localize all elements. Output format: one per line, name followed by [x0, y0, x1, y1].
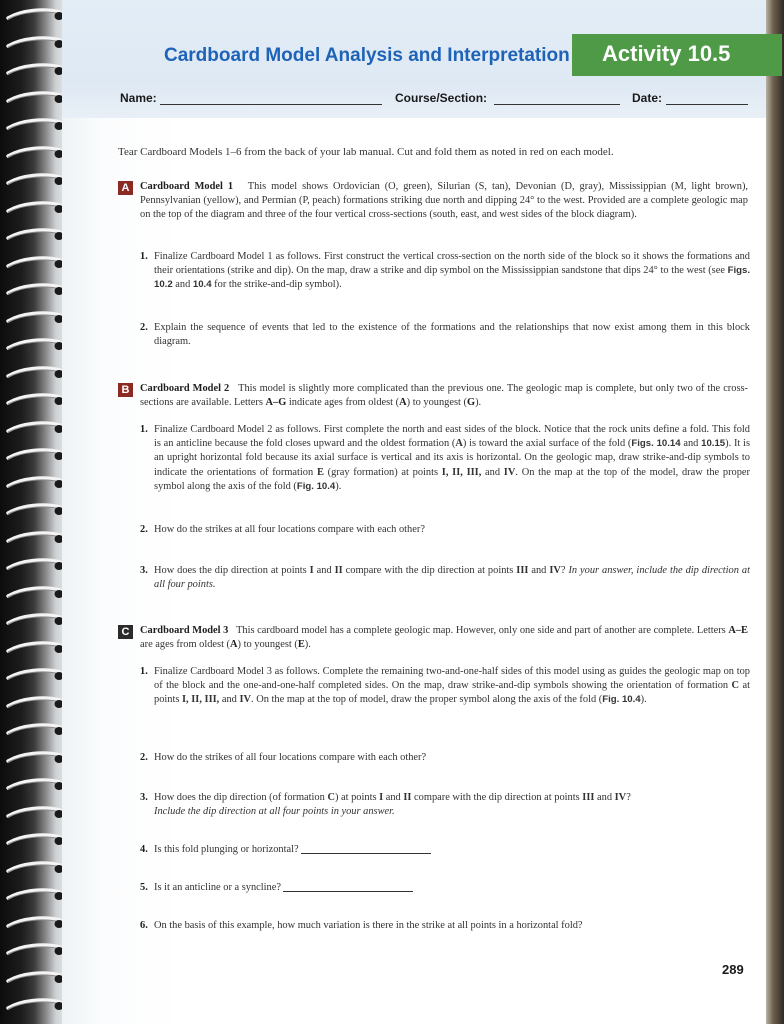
section-c-question-4: 4. Is this fold plunging or horizontal? [140, 843, 750, 857]
section-a-badge: A [118, 181, 133, 195]
binding-coil [4, 476, 66, 490]
page-title: Cardboard Model Analysis and Interpretation [164, 45, 570, 66]
binding-coil [4, 998, 66, 1012]
binding-coil [4, 91, 66, 105]
binding-coil [4, 63, 66, 77]
binding-coil [4, 421, 66, 435]
section-a-question-2: 2. Explain the sequence of events that led to the existence of the formations and the relationships that now exist among them in this block diagram. [140, 322, 750, 348]
date-label: Date: [632, 91, 663, 105]
name-label: Name: [120, 91, 157, 105]
binding-coil [4, 723, 66, 737]
section-c-heading: Cardboard Model 3 [140, 625, 229, 636]
binding-coil [4, 228, 66, 242]
binding-coil [4, 778, 66, 792]
binding-coil [4, 36, 66, 50]
intro-text: Tear Cardboard Models 1–6 from the back of your lab manual. Cut and fold them as noted in red on each model. [118, 146, 614, 158]
section-c-question-2: 2. How do the strikes of all four locations compare with each other? [140, 752, 427, 763]
binding-coil [4, 943, 66, 957]
section-b-intro: Cardboard Model 2 This model is slightly more complicated than the previous one. The geologic map is complete, but only two of the cross-sections are available. Letters A–G indicate ages from oldest (A) to youngest (G). [140, 383, 749, 409]
binding-coil [4, 311, 66, 325]
binding-coil [4, 201, 66, 215]
binding-coil [4, 448, 66, 462]
binding-coil [4, 971, 66, 985]
course-section-label: Course/Section: [395, 91, 488, 105]
binding-coil [4, 503, 66, 517]
spiral-binding [0, 0, 70, 1024]
section-c-question-3: 3. How does the dip direction (of formation C) at points I and II compare with the dip direction at points III and IV? Include the dip direction at all four points in your answer. [140, 792, 631, 818]
activity-label: Activity 10.5 [572, 34, 782, 76]
binding-coil [4, 641, 66, 655]
binding-coil [4, 696, 66, 710]
binding-coil [4, 118, 66, 132]
section-b-question-3: 3. How does the dip direction at points I and II compare with the dip direction at points III and IV? In your answer, include the dip direction at all four points. [140, 565, 750, 591]
section-b-heading: Cardboard Model 2 [140, 383, 230, 394]
binding-coil [4, 833, 66, 847]
name-field[interactable] [160, 104, 382, 105]
section-c-badge: C [118, 625, 133, 639]
answer-line[interactable] [301, 853, 431, 854]
binding-coil [4, 393, 66, 407]
course-section-field[interactable] [494, 104, 620, 105]
binding-coil [4, 531, 66, 545]
section-c-question-6: 6. On the basis of this example, how much variation is there in the strike at all points in a horizontal fold? [140, 920, 583, 931]
section-a-intro: Cardboard Model 1 This model shows Ordovician (O, green), Silurian (S, tan), Devonian (D, gray), Mississippian (M, light brown), Pennsylvanian (yellow), and Permian (P, peach) formations striking due north and dipping 24° to the west. Provided are a complete geologic map on the top of the diagram and three of the four vertical cross-sections (south, east, and west sides of the block diagram). [140, 181, 748, 221]
section-a-heading: Cardboard Model 1 [140, 181, 234, 192]
section-b-badge: B [118, 383, 133, 397]
section-a-question-1: 1. Finalize Cardboard Model 1 as follows. First construct the vertical cross-section on the north side of the block so it shows the formations and their orientations (strike and dip). On the map, draw a strike and dip symbol on the Mississippian sandstone that dips 24° to the west (see Figs. 10.2 and 10.4 for the strike-and-dip symbol). [140, 251, 750, 291]
section-b-question-2: 2. How do the strikes at all four locations compare with each other? [140, 524, 425, 535]
binding-coil [4, 668, 66, 682]
binding-coil [4, 366, 66, 380]
binding-coil [4, 751, 66, 765]
binding-coil [4, 861, 66, 875]
binding-coil [4, 613, 66, 627]
section-c-intro: Cardboard Model 3 This cardboard model has a complete geologic map. However, only one side and part of another are complete. Letters A–E are ages from oldest (A) to youngest (E). [140, 625, 748, 651]
binding-coil [4, 558, 66, 572]
date-field[interactable] [666, 104, 748, 105]
binding-coil [4, 256, 66, 270]
section-c-question-1: 1. Finalize Cardboard Model 3 as follows. Complete the remaining two-and-one-half sides of this model using as guides the geologic map on top of the block and the one-and-one-half completed sides. On the map, draw strike-and-dip symbols showing the orientation of formation C at points I, II, III, and IV. On the map at the top of model, draw the proper symbol along the axis of the fold (Fig. 10.4). [140, 666, 750, 706]
answer-line[interactable] [283, 891, 413, 892]
binding-coil [4, 8, 66, 22]
binding-coil [4, 173, 66, 187]
binding-coil [4, 283, 66, 297]
section-b-question-1: 1. Finalize Cardboard Model 2 as follows. First complete the north and east sides of the block. Notice that the rock units define a fold. This fold is an anticline because the fold closes upward and the oldest formation (A) is toward the axial surface of the fold (Figs. 10.14 and 10.15). It is an upright horizontal fold because its axial surface is vertical and its axis is horizontal. On the geologic map, draw strike-and-dip symbols to indicate the orientations of formation E (gray formation) at points I, II, III, and IV. On the map at the top of the model, draw the proper symbol along the axis of the fold (Fig. 10.4). [140, 424, 750, 492]
binding-coil [4, 806, 66, 820]
binding-coil [4, 888, 66, 902]
binding-coil [4, 916, 66, 930]
binding-coil [4, 146, 66, 160]
binding-coil [4, 586, 66, 600]
page-edge [766, 0, 784, 1024]
section-c-question-5: 5. Is it an anticline or a syncline? [140, 881, 750, 895]
page-number: 289 [722, 962, 744, 977]
binding-coil [4, 338, 66, 352]
